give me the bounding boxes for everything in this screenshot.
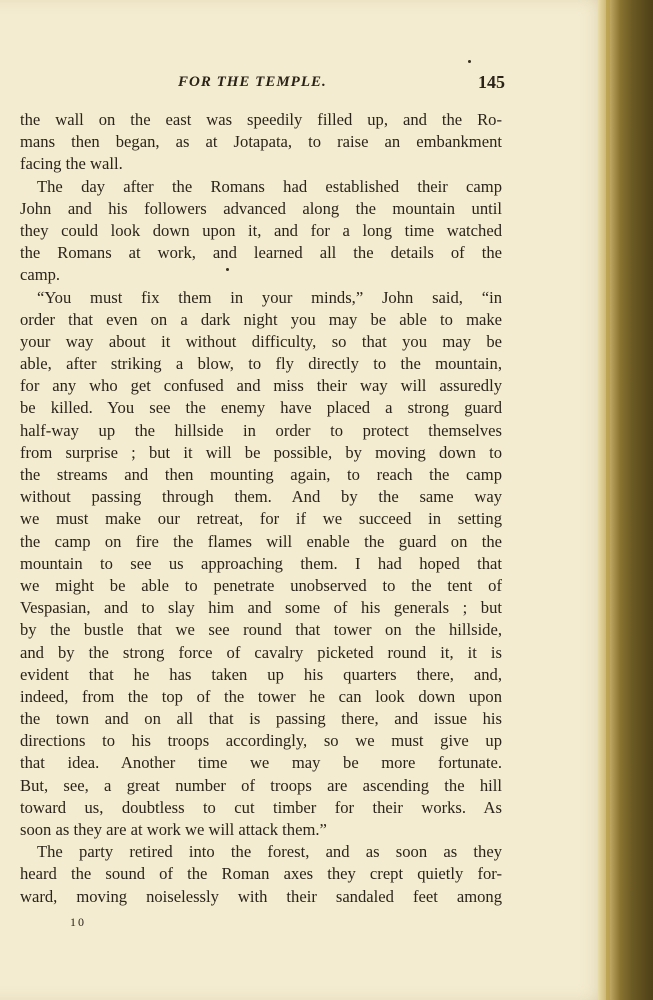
book-spine-edge xyxy=(598,0,653,1000)
text-line: without passing through them. And by the same way xyxy=(20,487,502,507)
text-line: facing the wall. xyxy=(20,154,123,174)
body-text xyxy=(20,109,502,908)
text-line: the Romans at work, and learned all the details of the xyxy=(20,243,502,263)
text-line: Vespasian, and to slay him and some of his generals ; but xyxy=(20,598,502,618)
text-line: John and his followers advanced along the mountain until xyxy=(20,198,502,218)
text-line: be killed. You see the enemy have placed a strong guard xyxy=(20,398,502,418)
text-line: “You must fix them in your minds,” John said, “in xyxy=(37,287,502,307)
text-line: we might be able to penetrate unobserved to the tent of xyxy=(20,575,502,595)
text-line: order that even on a dark night you may be able to make xyxy=(20,309,502,329)
text-line: The party retired into the forest, and as soon as they xyxy=(37,842,502,862)
text-line: the town and on all that is passing there, and issue his xyxy=(20,709,502,729)
text-line: we must make our retreat, for if we succeed in setting xyxy=(20,509,502,529)
text-line: able, after striking a blow, to fly directly to the mountain, xyxy=(20,354,502,374)
text-line: mans then began, as at Jotapata, to raise an embankment xyxy=(20,132,502,152)
page-header xyxy=(0,74,612,98)
text-line: for any who get confused and miss their way will assuredly xyxy=(20,376,502,396)
text-line: mountain to see us approaching them. I had hoped that xyxy=(20,553,502,573)
text-line: the streams and then mounting again, to reach the camp xyxy=(20,465,502,484)
text-line: soon as they are at work we will attack them.” xyxy=(20,820,327,839)
text-line: ward, moving noiselessly with their sandaled feet among xyxy=(20,886,502,906)
text-line: by the bustle that we see round that tower on the hillside, xyxy=(20,620,502,640)
paper-speck xyxy=(468,60,471,63)
page-number: 145 xyxy=(478,72,505,92)
text-line: evident that he has taken up his quarters there, and, xyxy=(20,664,502,684)
text-line: the camp on fire the flames will enable the guard on the xyxy=(20,531,502,551)
paper-speck xyxy=(226,268,229,271)
running-title: FOR THE TEMPLE. xyxy=(178,74,327,90)
text-line: camp. xyxy=(20,265,61,285)
text-line: the wall on the east was speedily filled up, and the Ro- xyxy=(20,110,502,129)
text-line: indeed, from the top of the tower he can look down upon xyxy=(20,686,502,706)
text-line: The day after the Romans had established their camp xyxy=(37,176,502,196)
text-line: directions to his troops accordingly, so we must give up xyxy=(20,731,502,751)
text-line: your way about it without difficulty, so that you may be xyxy=(20,331,502,351)
signature-mark: 10 xyxy=(70,915,86,929)
text-line: that idea. Another time we may be more fortunate. xyxy=(20,753,502,773)
text-line: toward us, doubtless to cut timber for their works. As xyxy=(20,797,502,817)
text-line: heard the sound of the Roman axes they crept quietly for- xyxy=(20,864,502,884)
text-line: But, see, a great number of troops are ascending the hill xyxy=(20,775,502,795)
text-line: half-way up the hillside in order to protect themselves xyxy=(20,420,502,440)
text-line: they could look down upon it, and for a long time watched xyxy=(20,220,502,240)
text-line: from surprise ; but it will be possible, by moving down to xyxy=(20,442,502,462)
text-line: and by the strong force of cavalry picketed round it, it is xyxy=(20,642,502,662)
